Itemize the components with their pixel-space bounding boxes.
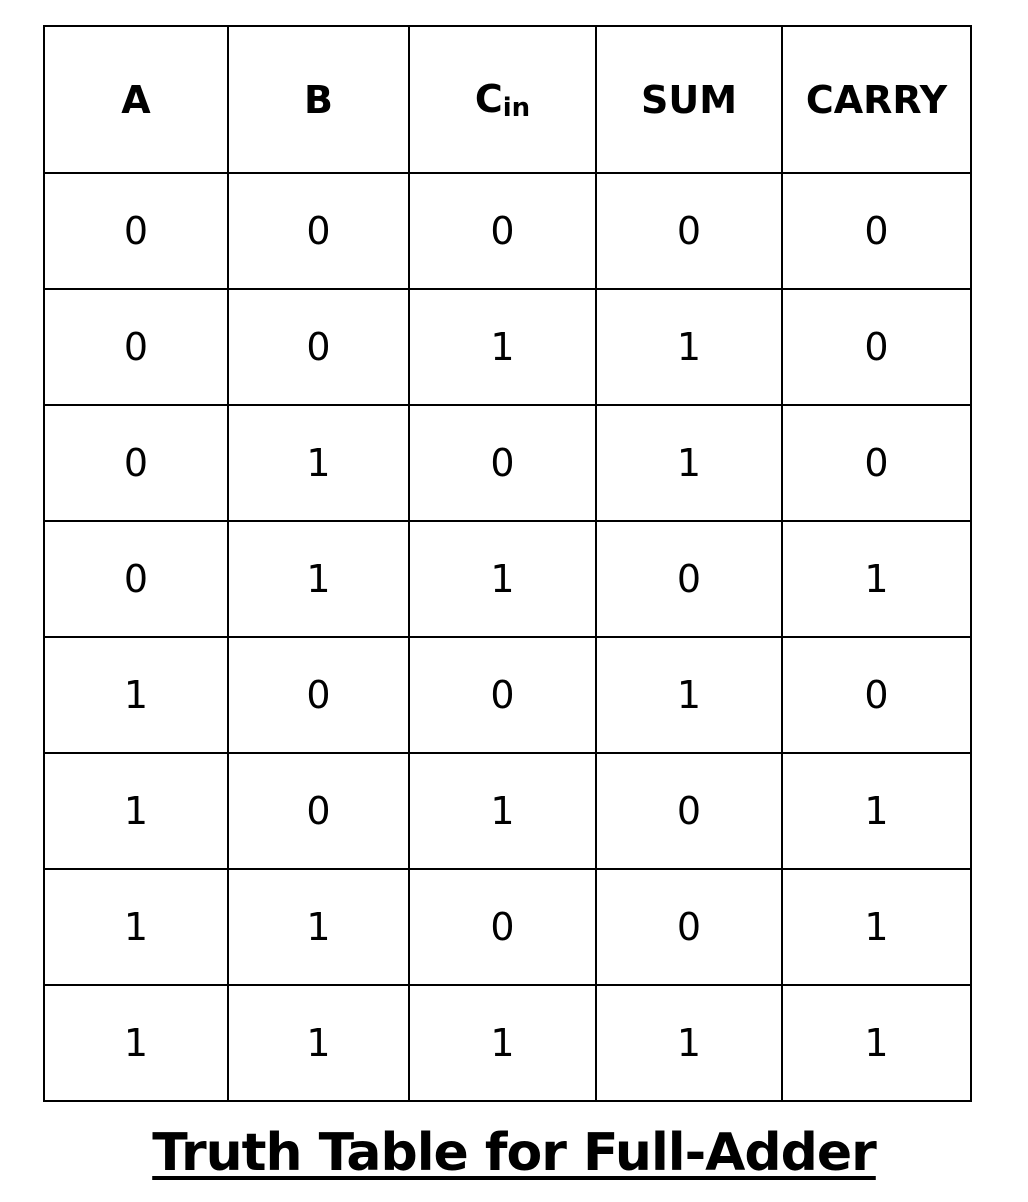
cell-carry: 1 [782, 869, 971, 985]
cell-cin: 1 [409, 521, 596, 637]
header-carry: CARRY [782, 26, 971, 173]
cell-carry: 0 [782, 637, 971, 753]
cell-cin: 1 [409, 985, 596, 1101]
cell-a: 1 [44, 637, 228, 753]
cell-a: 0 [44, 289, 228, 405]
cell-b: 0 [228, 289, 409, 405]
header-cin: Cin [409, 26, 596, 173]
cell-b: 1 [228, 521, 409, 637]
truth-table [43, 25, 972, 1102]
cell-cin: 0 [409, 405, 596, 521]
table-row [44, 869, 971, 985]
cell-sum: 1 [596, 985, 782, 1101]
cell-carry: 0 [782, 173, 971, 289]
table-row [44, 753, 971, 869]
table-row [44, 637, 971, 753]
table-row [44, 405, 971, 521]
cell-cin: 1 [409, 289, 596, 405]
cell-a: 1 [44, 753, 228, 869]
cell-cin: 0 [409, 637, 596, 753]
cell-sum: 0 [596, 521, 782, 637]
cell-carry: 1 [782, 753, 971, 869]
cell-b: 1 [228, 405, 409, 521]
cell-b: 0 [228, 753, 409, 869]
table-caption [0, 1118, 1028, 1188]
cell-carry: 0 [782, 289, 971, 405]
caption-text: Truth Table for Full-Adder [152, 1123, 876, 1183]
cell-carry: 1 [782, 521, 971, 637]
cell-carry: 0 [782, 405, 971, 521]
cell-sum: 0 [596, 869, 782, 985]
cell-b: 1 [228, 985, 409, 1101]
cell-sum: 1 [596, 637, 782, 753]
cell-cin: 1 [409, 753, 596, 869]
table-header-row [44, 26, 971, 173]
cell-a: 1 [44, 869, 228, 985]
table-row [44, 985, 971, 1101]
cell-carry: 1 [782, 985, 971, 1101]
cell-sum: 1 [596, 289, 782, 405]
cell-b: 0 [228, 637, 409, 753]
header-cin-subscript: in [502, 92, 531, 123]
cell-a: 0 [44, 173, 228, 289]
cell-b: 0 [228, 173, 409, 289]
cell-sum: 0 [596, 173, 782, 289]
header-sum: SUM [596, 26, 782, 173]
header-a: A [44, 26, 228, 173]
cell-sum: 1 [596, 405, 782, 521]
cell-cin: 0 [409, 173, 596, 289]
cell-a: 0 [44, 405, 228, 521]
table-row [44, 173, 971, 289]
cell-a: 0 [44, 521, 228, 637]
cell-sum: 0 [596, 753, 782, 869]
cell-b: 1 [228, 869, 409, 985]
table-row [44, 521, 971, 637]
cell-cin: 0 [409, 869, 596, 985]
header-b: B [228, 26, 409, 173]
cell-a: 1 [44, 985, 228, 1101]
table-row [44, 289, 971, 405]
